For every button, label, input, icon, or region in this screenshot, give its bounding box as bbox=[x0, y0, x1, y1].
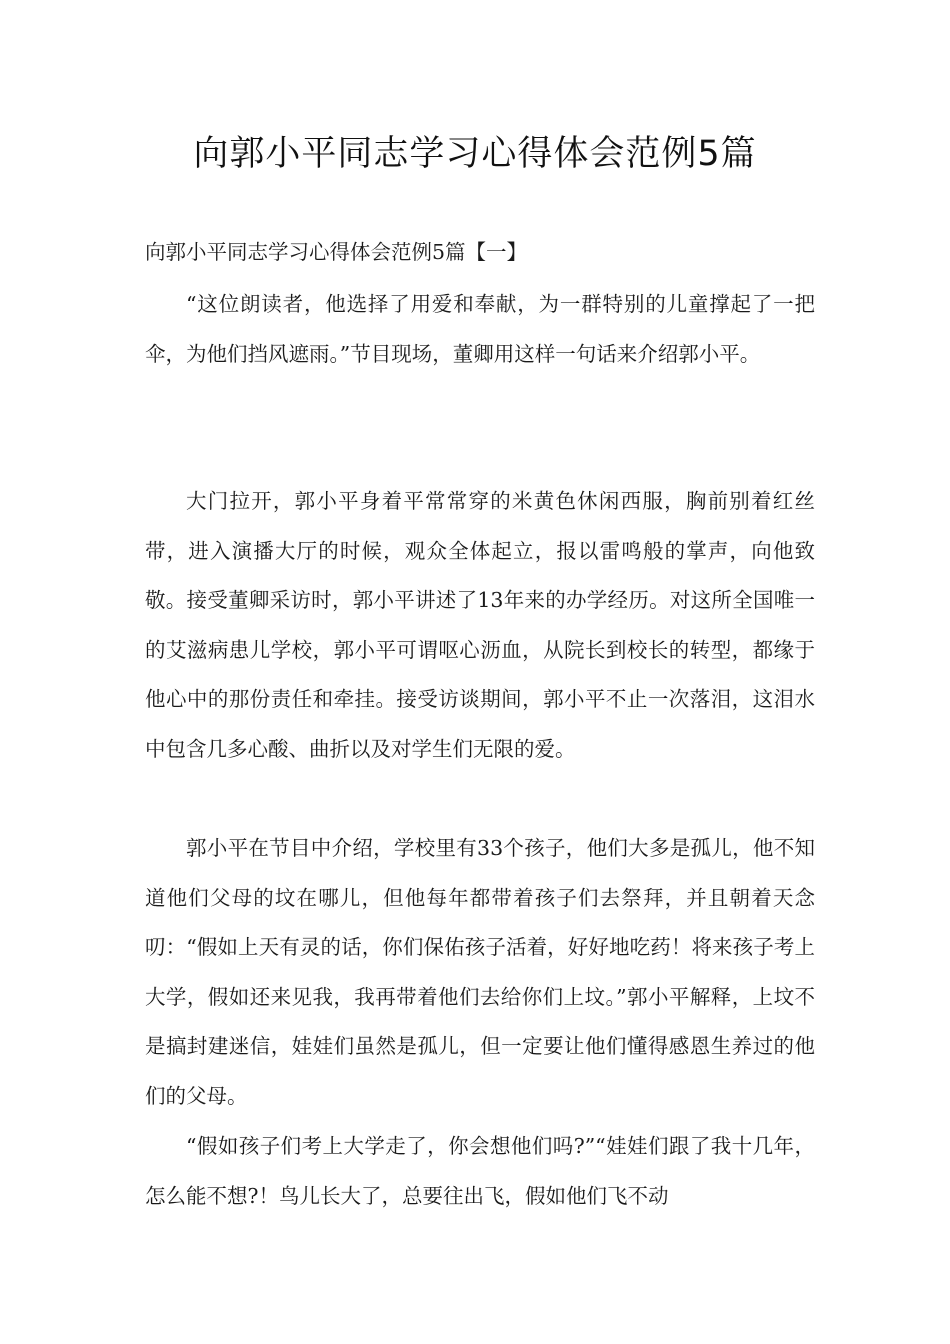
section-heading: 向郭小平同志学习心得体会范例5篇【一】 bbox=[145, 240, 528, 264]
paragraph: 郭小平在节目中介绍，学校里有33个孩子，他们大多是孤儿，他不知道他们父母的坟在哪儿，但他每年都带着孩子们去祭拜，并且朝着天念叨：“假如上天有灵的话，你们保佑孩子活着，好好地吃药！将来孩子考上大学，假如还来见我，我再带着他们去给你们上坟。”郭小平解释，上坟不是搞封建迷信，娃娃们虽然是孤儿，但一定要让他们懂得感恩生养过的他们的父母。 bbox=[145, 836, 815, 1108]
paragraph: “假如孩子们考上大学走了，你会想他们吗?”“娃娃们跟了我十几年，怎么能不想?！鸟儿长大了，总要往出飞，假如他们飞不动 bbox=[145, 1134, 815, 1208]
paragraph: “这位朗读者，他选择了用爱和奉献，为一群特别的儿童撑起了一把伞，为他们挡风遮雨。”节目现场，董卿用这样一句话来介绍郭小平。 bbox=[145, 292, 815, 366]
paragraph: 大门拉开，郭小平身着平常常穿的米黄色休闲西服，胸前别着红丝带，进入演播大厅的时候，观众全体起立，报以雷鸣般的掌声，向他致敬。接受董卿采访时，郭小平讲述了13年来的办学经历。对这所全国唯一的艾滋病患儿学校，郭小平可谓呕心沥血，从院长到校长的转型，都缘于他心中的那份责任和牵挂。接受访谈期间，郭小平不止一次落泪，这泪水中包含几多心酸、曲折以及对学生们无限的爱。 bbox=[145, 489, 815, 761]
document-title: 向郭小平同志学习心得体会范例5篇 bbox=[193, 134, 757, 174]
